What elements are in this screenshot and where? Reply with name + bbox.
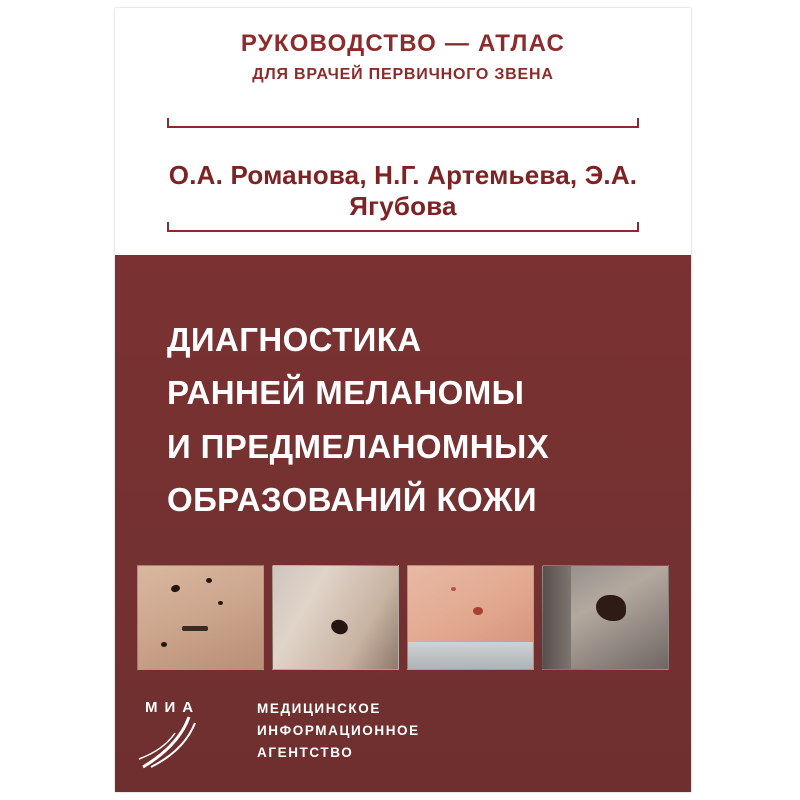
decorative-rule-top-right-cap [637,118,639,128]
decorative-rule-bottom-right-cap [637,222,639,232]
publisher-block [257,698,420,764]
publisher-line-1: МЕДИЦИНСКОЕ [257,701,381,716]
title-line-2: РАННЕЙ МЕЛАНОМЫ [167,374,525,412]
title-line-3: И ПРЕДМЕЛАНОМНЫХ [167,427,550,465]
title-line-1: ДИАГНОСТИКА [167,321,422,358]
cover-top-band [115,8,691,255]
publisher-logo-icon [137,695,249,773]
shoulder-skin-lesion-photo [407,565,534,670]
authors-line: О.А. Романова, Н.Г. Артемьева, Э.А. Ягубова [168,160,638,221]
publisher-logo-swoosh-icon [137,709,249,773]
leg-with-dark-mole-photo [272,565,399,670]
book-cover [115,8,691,792]
publisher-line-2: ИНФОРМАЦИОННОЕ [257,722,420,738]
decorative-rule-top [167,126,639,128]
dark-melanoma-lesion-photo [542,565,669,670]
series-subtitle: ДЛЯ ВРАЧЕЙ ПЕРВИЧНОГО ЗВЕНА [252,66,554,83]
decorative-rule-bottom-left-cap [167,222,169,232]
series-title: РУКОВОДСТВО — АТЛАС [240,30,566,57]
cover-main-panel [115,255,691,792]
cover-photo-strip [137,565,669,670]
publisher-line-3: АГЕНТСТВО [257,744,354,760]
decorative-rule-bottom [167,230,639,232]
title-line-4: ОБРАЗОВАНИЙ КОЖИ [167,481,538,519]
decorative-rule-top-left-cap [167,118,169,128]
publisher-logo-letters: МИА [145,699,201,716]
skin-back-with-moles-photo [137,565,264,670]
book-main-title [167,313,661,527]
